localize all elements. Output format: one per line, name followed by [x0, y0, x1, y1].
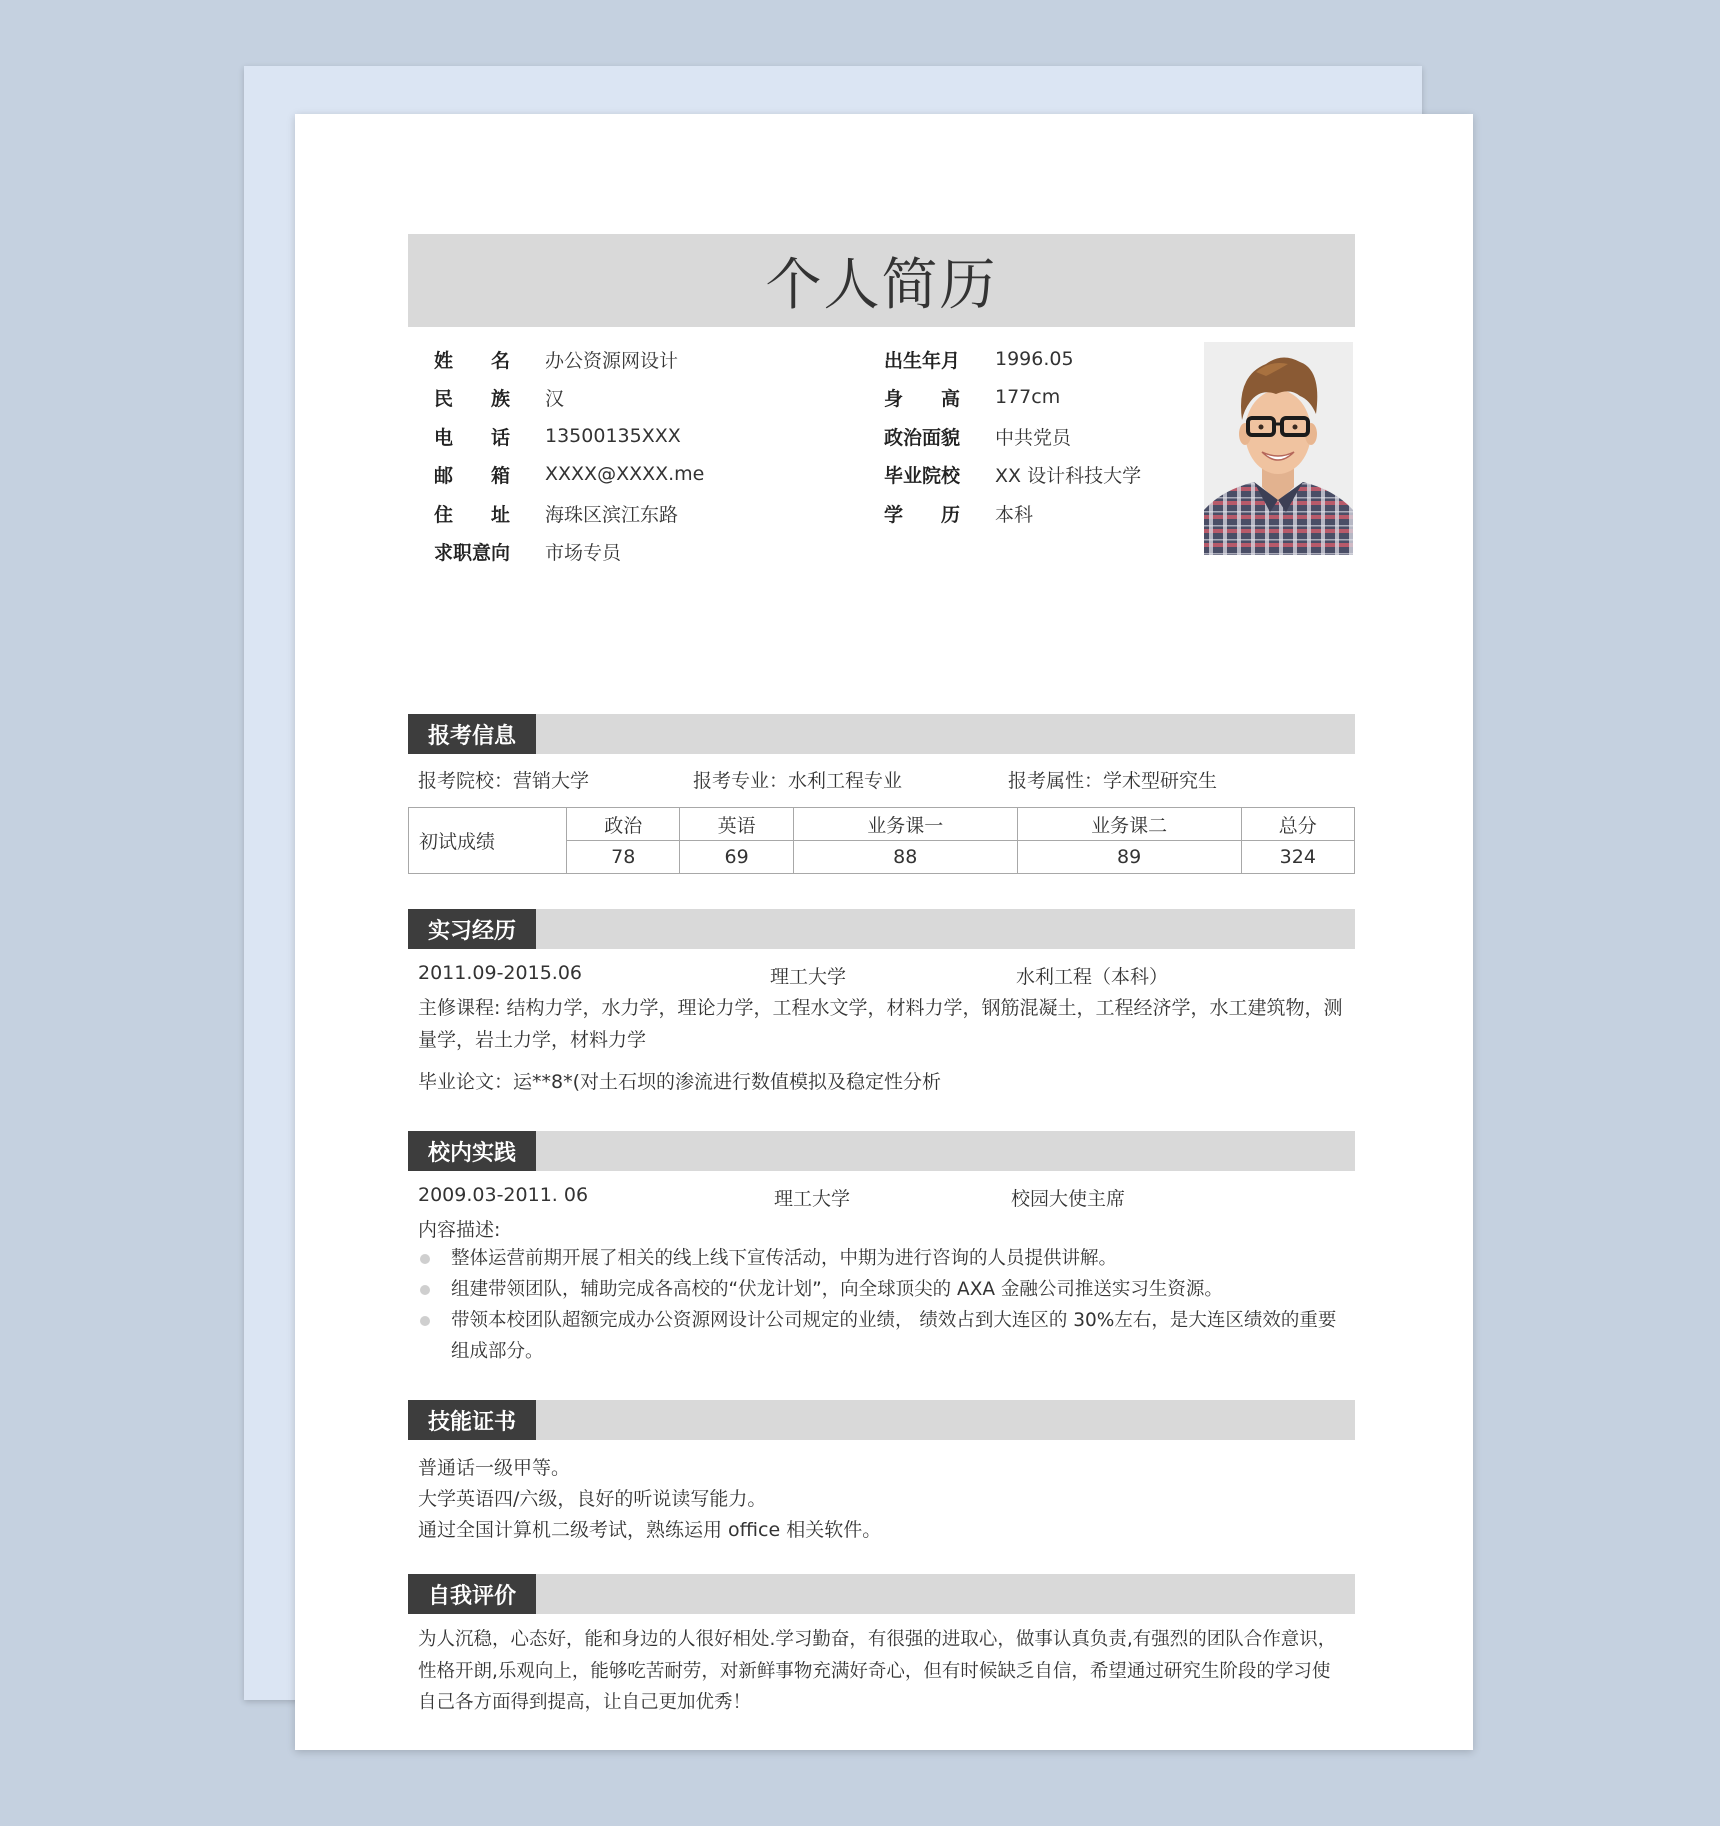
score-subject: 英语 — [680, 808, 793, 841]
section-exam-title: 报考信息 — [408, 714, 536, 754]
score-value: 88 — [793, 841, 1017, 874]
political-value: 中共党员 — [995, 426, 1072, 449]
section-evaluation-header — [408, 1574, 1355, 1614]
score-subject: 业务课二 — [1017, 808, 1241, 841]
info-row-height: 身 高 177cm — [884, 386, 1061, 410]
name-value: 办公资源网设计 — [545, 349, 679, 372]
score-value: 324 — [1241, 841, 1354, 874]
internship-thesis: 毕业论文：运**8*(对土石坝的渗流进行数值模拟及稳定性分析 — [418, 1071, 942, 1093]
avatar-illustration — [1204, 342, 1353, 555]
campus-desc-label: 内容描述: — [418, 1219, 501, 1241]
info-row-email: 邮 箱 XXXX@XXXX.me — [434, 463, 705, 487]
list-item: 组建带领团队，辅助完成各高校的“伏龙计划”，向全球顶尖的 AXA 金融公司推送实习生资源。 — [418, 1274, 1348, 1305]
score-subject: 业务课一 — [793, 808, 1017, 841]
list-item: 整体运营前期开展了相关的线上线下宣传活动，中期为进行咨询的人员提供讲解。 — [418, 1243, 1348, 1274]
skill-item: 大学英语四/六级，良好的听说读写能力。 — [418, 1488, 767, 1510]
internship-major: 水利工程（本科） — [1016, 966, 1169, 988]
bullet-icon — [420, 1285, 430, 1295]
resume-content — [408, 234, 1355, 1713]
section-exam-header — [408, 714, 1355, 754]
section-internship-title: 实习经历 — [408, 909, 536, 949]
score-value: 69 — [680, 841, 793, 874]
title-bar — [408, 234, 1355, 327]
exam-type: 报考属性：学术型研究生 — [1008, 770, 1218, 792]
list-item: 带领本校团队超额完成办公资源网设计公司规定的业绩， 绩效占到大连区的 30%左右，是大连区绩效的重要组成部分。 — [418, 1305, 1348, 1367]
info-row-name: 姓 名 办公资源网设计 — [434, 341, 678, 377]
score-row-label: 初试成绩 — [409, 808, 567, 874]
bullet-icon — [420, 1316, 430, 1326]
info-row-ethnicity: 民 族 汉 — [434, 379, 564, 415]
skill-item: 普通话一级甲等。 — [418, 1457, 571, 1479]
page-title: 个人简历 — [765, 252, 998, 318]
section-evaluation-title: 自我评价 — [408, 1574, 536, 1614]
internship-courses: 主修课程: 结构力学，水力学，理论力学，工程水文学，材料力学，钢筋混凝土，工程经济学，水工建筑物，测量学，岩土力学，材料力学 — [418, 997, 1343, 1051]
campus-period: 2009.03-2011. 06 — [418, 1184, 589, 1206]
score-header-row — [409, 808, 1355, 841]
resume-page — [295, 114, 1473, 1750]
section-skills-title: 技能证书 — [408, 1400, 536, 1440]
exam-school: 报考院校：营销大学 — [418, 770, 590, 792]
birth-value: 1996.05 — [995, 348, 1074, 370]
info-row-objective: 求职意向 市场专员 — [434, 533, 621, 569]
email-value: XXXX@XXXX.me — [545, 463, 705, 485]
score-value: 89 — [1017, 841, 1241, 874]
campus-role: 校园大使主席 — [1011, 1188, 1126, 1210]
phone-value: 13500135XXX — [545, 425, 681, 447]
exam-major: 报考专业：水利工程专业 — [693, 770, 903, 792]
ethnicity-value: 汉 — [545, 387, 565, 410]
bullet-icon — [420, 1254, 430, 1264]
info-row-degree: 学 历 本科 — [884, 495, 1033, 531]
profile-photo — [1204, 342, 1353, 555]
score-subject: 政治 — [567, 808, 680, 841]
score-value: 78 — [567, 841, 680, 874]
objective-value: 市场专员 — [545, 541, 622, 564]
section-campus-header — [408, 1131, 1355, 1171]
score-table — [408, 807, 1355, 874]
address-value: 海珠区滨江东路 — [545, 503, 679, 526]
skill-item: 通过全国计算机二级考试，熟练运用 office 相关软件。 — [418, 1519, 882, 1541]
info-row-phone: 电 话 13500135XXX — [434, 425, 681, 449]
info-row-birth: 出生年月 1996.05 — [884, 348, 1074, 372]
evaluation-text: 为人沉稳，心态好，能和身边的人很好相处.学习勤奋，有很强的进取心，做事认真负责,有强烈的团队合作意识，性格开朗,乐观向上，能够吃苦耐劳，对新鲜事物充满好奇心，但有时候缺乏自信，希望通过研究生阶段的学习使自己各方面得到提高，让自己更加优秀！ — [418, 1629, 1337, 1713]
section-campus-title: 校内实践 — [408, 1131, 536, 1171]
internship-period: 2011.09-2015.06 — [418, 962, 582, 984]
campus-school: 理工大学 — [774, 1188, 851, 1210]
section-internship-header — [408, 909, 1355, 949]
school-value: XX 设计科技大学 — [995, 464, 1142, 487]
score-subject: 总分 — [1241, 808, 1354, 841]
info-row-school: 毕业院校 XX 设计科技大学 — [884, 456, 1141, 492]
info-row-political: 政治面貌 中共党员 — [884, 418, 1071, 454]
personal-info — [408, 327, 1355, 585]
internship-school: 理工大学 — [770, 966, 847, 988]
degree-value: 本科 — [995, 503, 1034, 526]
height-value: 177cm — [995, 386, 1061, 408]
info-row-address: 住 址 海珠区滨江东路 — [434, 495, 678, 531]
section-skills-header — [408, 1400, 1355, 1440]
